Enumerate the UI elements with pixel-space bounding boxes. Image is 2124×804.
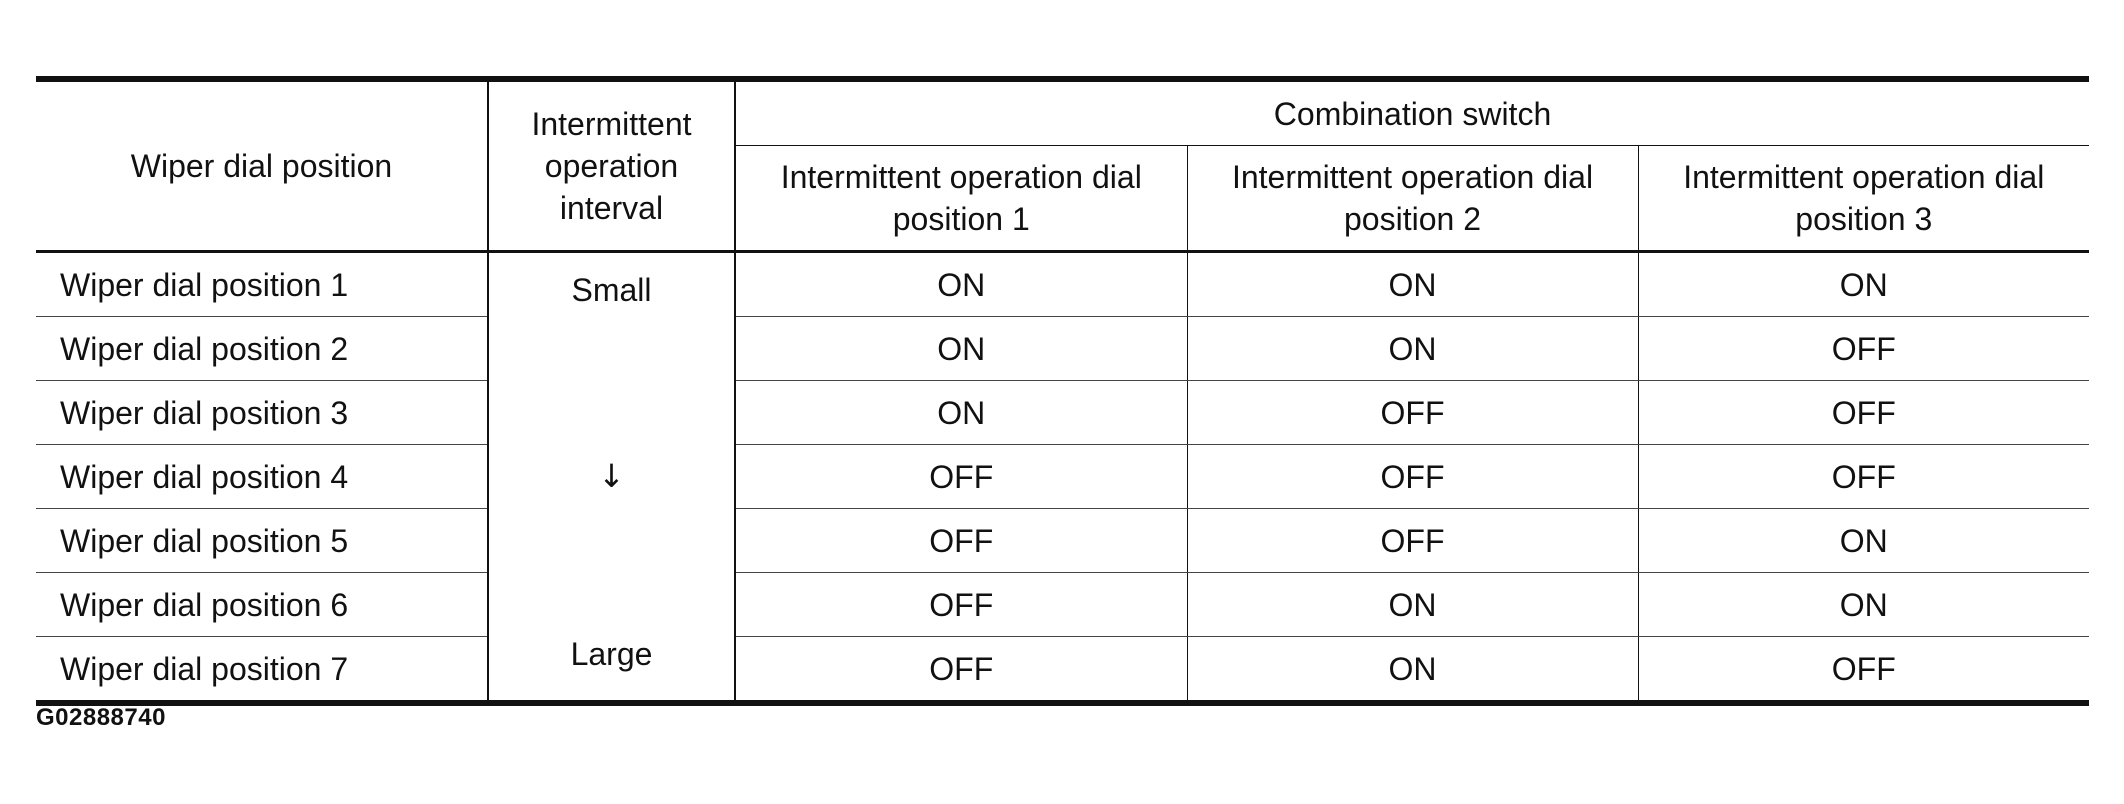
cell-value: OFF: [1638, 381, 2089, 445]
row-label: Wiper dial position 6: [36, 573, 488, 637]
table-row: [36, 381, 2089, 445]
header-dial-position-1: Intermittent operation dial position 1: [735, 146, 1187, 252]
cell-value: ON: [1638, 573, 2089, 637]
cell-value: OFF: [735, 637, 1187, 704]
header-dial-position-3: Intermittent operation dial position 3: [1638, 146, 2089, 252]
interval-cell: [488, 252, 735, 704]
figure-id: G02888740: [36, 704, 166, 731]
cell-value: OFF: [1831, 650, 1896, 687]
table-wrapper: [36, 76, 2089, 706]
table-row: [36, 252, 2089, 317]
cell-value: ON: [1187, 252, 1638, 317]
cell-value: OFF: [1638, 445, 2089, 509]
cell-value: ON: [1638, 509, 2089, 573]
cell-value: ON: [735, 252, 1187, 317]
interval-large-label: Large: [570, 636, 653, 672]
down-arrow-icon: ↓: [598, 457, 625, 495]
header-intermittent-interval: Intermittent operation interval: [488, 79, 735, 252]
row-label: Wiper dial position 7: [36, 637, 488, 704]
cell-value: OFF: [735, 445, 1187, 509]
wiper-dial-table: [36, 76, 2089, 706]
row-label: Wiper dial position 3: [36, 381, 488, 445]
row-label: Wiper dial position 2: [36, 317, 488, 381]
cell-value: OFF: [1187, 509, 1638, 573]
cell-value: OFF: [735, 573, 1187, 637]
row-label: Wiper dial position 1: [36, 252, 488, 317]
cell-value: ON: [1187, 317, 1638, 381]
table-row: [36, 573, 2089, 637]
row-label: Wiper dial position 5: [36, 509, 488, 573]
cell-value: ON: [1187, 573, 1638, 637]
cell-value: ON: [735, 381, 1187, 445]
header-wiper-dial-position: Wiper dial position: [36, 79, 488, 252]
cell-value: OFF: [1187, 445, 1638, 509]
cell-value: ON: [1187, 637, 1638, 704]
row-label: Wiper dial position 4: [36, 445, 488, 509]
interval-small-label: Small: [571, 272, 652, 308]
header-row-1: [36, 79, 2089, 146]
cell-value: OFF: [1638, 317, 2089, 381]
table-row: [36, 509, 2089, 573]
table-row: [36, 317, 2089, 381]
table-row: [36, 445, 2089, 509]
cell-value: ON: [1638, 252, 2089, 317]
cell-value: OFF: [1187, 381, 1638, 445]
cell-value: ON: [735, 317, 1187, 381]
header-combination-switch: Combination switch: [735, 79, 2089, 146]
cell-value: OFF: [735, 509, 1187, 573]
header-dial-position-2: Intermittent operation dial position 2: [1187, 146, 1638, 252]
table-row: [36, 637, 2089, 704]
